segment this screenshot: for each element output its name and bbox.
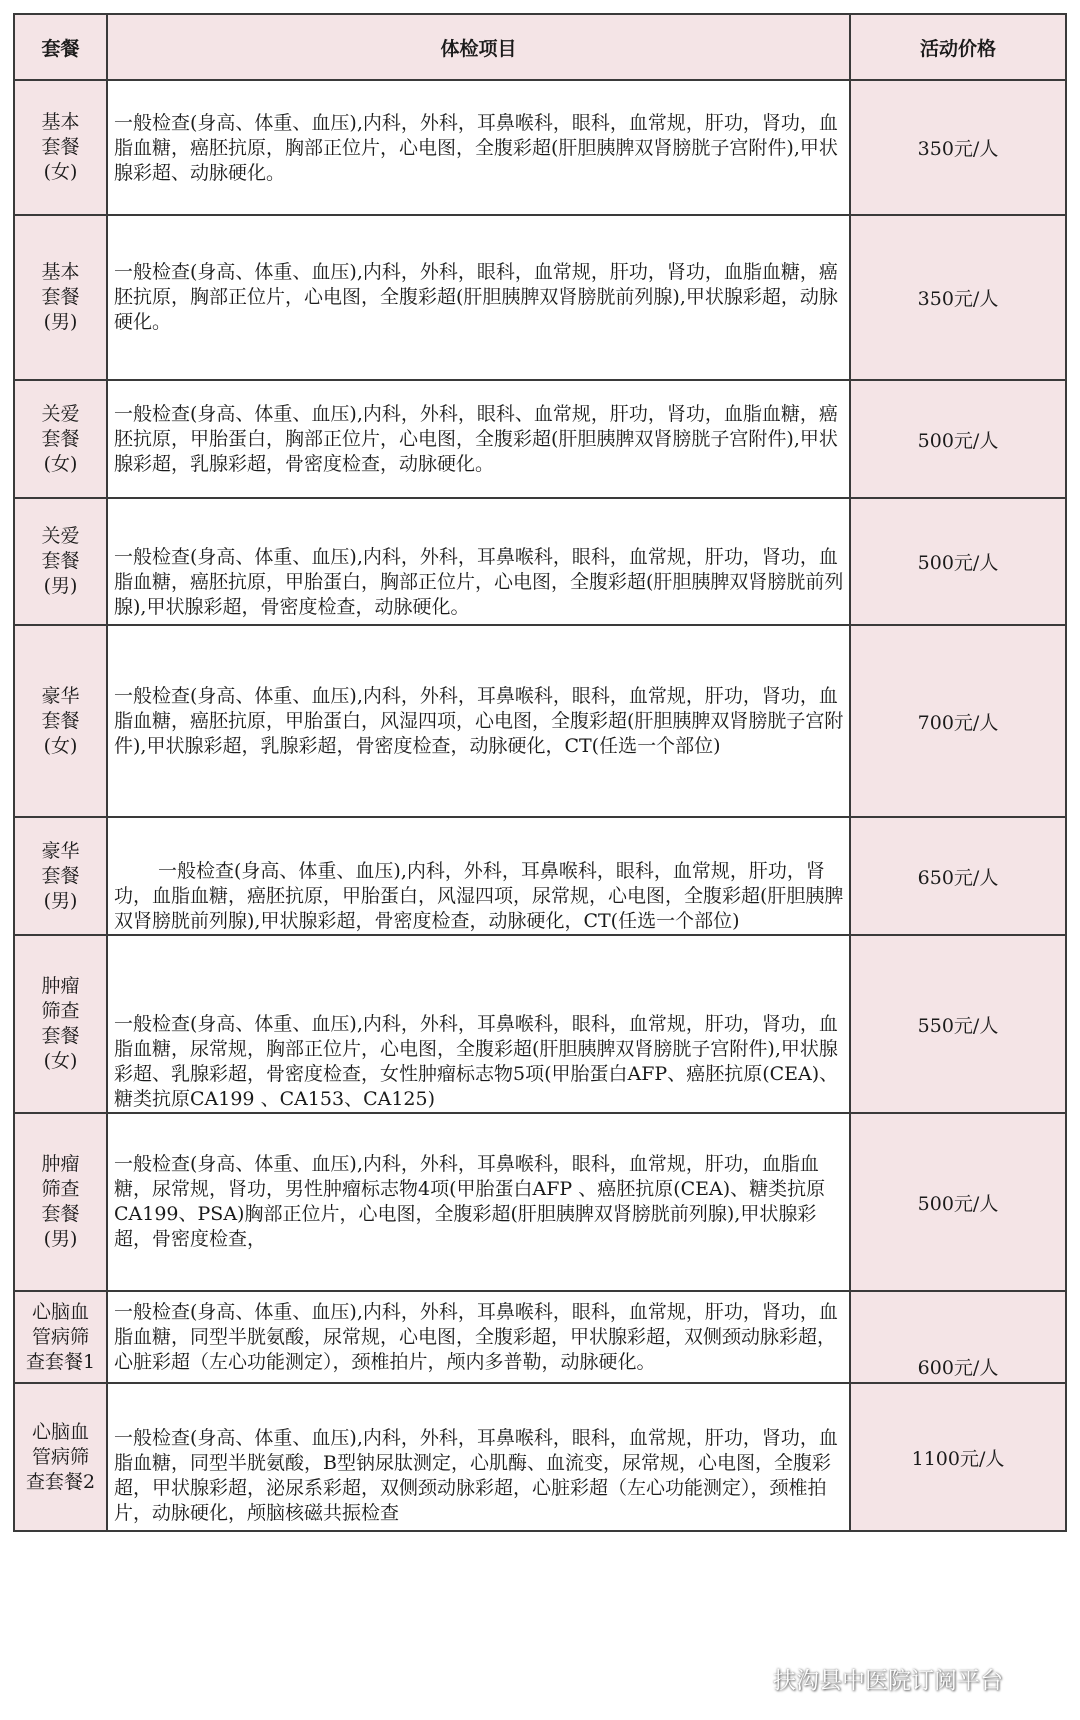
package-name-line: 套餐 <box>41 1025 80 1047</box>
package-name-line: 套餐 <box>41 427 80 450</box>
header-row <box>14 14 1066 80</box>
package-name-line: 基本 <box>41 261 80 283</box>
package-items: 一般检查(身高、体重、血压),内科，外科，耳鼻喉科，眼科，血常规，肝功，肾功，血脂血糖，同型半胱氨酸，尿常规，心电图，全腹彩超，甲状腺彩超，双侧颈动脉彩超，心脏彩超（左心功能测定），颈椎拍片，颅内多普勒，动脉硬化。 <box>107 1291 850 1383</box>
package-name-line: (男) <box>43 1228 78 1250</box>
package-price: 350元/人 <box>850 215 1066 380</box>
package-name <box>14 1383 107 1531</box>
package-price: 650元/人 <box>850 817 1066 935</box>
package-name-line: 豪华 <box>41 684 80 707</box>
table-row <box>14 1113 1066 1291</box>
package-name-line: 肿瘤 <box>41 1153 80 1175</box>
package-price: 600元/人 <box>850 1291 1066 1383</box>
package-items: 一般检查(身高、体重、血压),内科，外科，耳鼻喉科，眼科，血常规，肝功，肾功，血脂血糖，癌胚抗原，胸部正位片，心电图，全腹彩超(肝胆胰脾双肾膀胱子宫附件),甲状腺彩超、动脉硬化。 <box>107 80 850 215</box>
package-price: 700元/人 <box>850 625 1066 817</box>
package-name-line: 心脑血 <box>31 1420 89 1443</box>
package-name <box>14 935 107 1113</box>
package-name <box>14 380 107 498</box>
package-name <box>14 817 107 935</box>
package-name-line: 套餐 <box>41 550 80 572</box>
package-price: 350元/人 <box>850 80 1066 215</box>
package-items: 一般检查(身高、体重、血压),内科，外科，耳鼻喉科，眼科，血常规，肝功，肾功，血脂血糖，癌胚抗原，甲胎蛋白，胸部正位片，心电图，全腹彩超(肝胆胰脾双肾膀胱前列腺),甲状腺彩超，骨密度检查，动脉硬化。 <box>107 498 850 625</box>
table-row <box>14 1291 1066 1383</box>
package-name-line: 关爱 <box>41 402 80 425</box>
watermark <box>735 1660 1003 1696</box>
table-row <box>14 935 1066 1113</box>
package-name-line: 筛查 <box>41 1000 80 1022</box>
table-row <box>14 80 1066 215</box>
package-name-line: (女) <box>43 734 78 757</box>
package-name-line: 套餐 <box>41 136 80 158</box>
package-name-line: (男) <box>43 311 78 333</box>
package-name-line: (女) <box>43 452 78 475</box>
package-name-line: 心脑血 <box>31 1300 89 1323</box>
package-name-line: 套餐 <box>41 709 80 732</box>
package-items: 一般检查(身高、体重、血压),内科，外科，耳鼻喉科，眼科，血常规，肝功，肾功，血脂血糖，癌胚抗原，甲胎蛋白，风湿四项，心电图，全腹彩超(肝胆胰脾双肾膀胱子宫附件),甲状腺彩超，乳腺彩超，骨密度检查，动脉硬化，CT(任选一个部位) <box>107 625 850 817</box>
table-row <box>14 817 1066 935</box>
header-price: 活动价格 <box>850 14 1066 80</box>
package-name-line: 基本 <box>41 111 80 133</box>
package-items: 一般检查(身高、体重、血压),内科，外科，眼科，血常规，肝功，肾功，血脂血糖，癌胚抗原，胸部正位片，心电图，全腹彩超(肝胆胰脾双肾膀胱前列腺),甲状腺彩超，动脉硬化。 <box>107 215 850 380</box>
table-row <box>14 498 1066 625</box>
package-name <box>14 625 107 817</box>
table-row <box>14 215 1066 380</box>
package-name-line: 套餐 <box>41 1203 80 1225</box>
table-row <box>14 625 1066 817</box>
package-name <box>14 1113 107 1291</box>
package-name-line: 查套餐1 <box>25 1350 96 1373</box>
package-price: 1100元/人 <box>850 1383 1066 1531</box>
package-items: 一般检查(身高、体重、血压),内科，外科，耳鼻喉科，眼科，血常规，肝功，肾功，血脂血糖，尿常规，胸部正位片，心电图，全腹彩超(肝胆胰脾双肾膀胱子宫附件),甲状腺彩超、乳腺彩超，骨密度检查，女性肿瘤标志物5项(甲胎蛋白AFP、癌胚抗原(CEA)、糖类抗原CA199 、CA153、CA125) <box>107 935 850 1113</box>
package-name-line: 查套餐2 <box>25 1470 96 1493</box>
table-row <box>14 1383 1066 1531</box>
package-name-line: (女) <box>43 161 78 183</box>
package-name-line: (男) <box>43 889 78 912</box>
package-name-line: 管病筛 <box>31 1325 89 1348</box>
package-name-line: 套餐 <box>41 286 80 308</box>
watermark-text: 扶沟县中医院订阅平台 <box>773 1667 1003 1694</box>
package-items: 一般检查(身高、体重、血压),内科，外科，眼科、血常规，肝功，肾功，血脂血糖，癌胚抗原，甲胎蛋白，胸部正位片，心电图，全腹彩超(肝胆胰脾双肾膀胱子宫附件),甲状腺彩超，乳腺彩超，骨密度检查，动脉硬化。 <box>107 380 850 498</box>
package-items: 一般检查(身高、体重、血压),内科，外科，耳鼻喉科，眼科，血常规，肝功，肾功，血脂血糖，同型半胱氨酸，B型钠尿肽测定，心肌酶、血流变，尿常规，心电图，全腹彩超，甲状腺彩超，泌尿系彩超，双侧颈动脉彩超，心脏彩超（左心功能测定），颈椎拍片，动脉硬化，颅脑核磁共振检查 <box>107 1383 850 1531</box>
checkup-package-table <box>13 13 1067 1532</box>
package-name-line: 管病筛 <box>31 1445 89 1468</box>
header-items: 体检项目 <box>107 14 850 80</box>
package-name-line: (男) <box>43 575 78 597</box>
package-price: 500元/人 <box>850 1113 1066 1291</box>
package-price: 550元/人 <box>850 935 1066 1113</box>
package-name <box>14 498 107 625</box>
package-name-line: 豪华 <box>41 839 80 862</box>
package-name-line: (女) <box>43 1050 78 1072</box>
package-price: 500元/人 <box>850 380 1066 498</box>
package-name-line: 肿瘤 <box>41 975 80 997</box>
table-row <box>14 380 1066 498</box>
package-name-line: 套餐 <box>41 864 80 887</box>
package-price: 500元/人 <box>850 498 1066 625</box>
wechat-icon <box>735 1665 765 1691</box>
package-name <box>14 1291 107 1383</box>
package-name-line: 关爱 <box>41 525 80 547</box>
package-name <box>14 215 107 380</box>
package-items: 一般检查(身高、体重、血压),内科，外科，耳鼻喉科，眼科，血常规，肝功，血脂血糖，尿常规，肾功，男性肿瘤标志物4项(甲胎蛋白AFP 、癌胚抗原(CEA)、糖类抗原CA199、PSA)胸部正位片，心电图，全腹彩超(肝胆胰脾双肾膀胱前列腺),甲状腺彩超，骨密度检查， <box>107 1113 850 1291</box>
package-name-line: 筛查 <box>41 1178 80 1200</box>
header-package: 套餐 <box>14 14 107 80</box>
package-name <box>14 80 107 215</box>
package-items: 一般检查(身高、体重、血压),内科，外科，耳鼻喉科，眼科，血常规，肝功，肾功，血脂血糖，癌胚抗原，甲胎蛋白，风湿四项，尿常规，心电图，全腹彩超(肝胆胰脾双肾膀胱前列腺),甲状腺彩超，骨密度检查，动脉硬化，CT(任选一个部位) <box>107 817 850 935</box>
